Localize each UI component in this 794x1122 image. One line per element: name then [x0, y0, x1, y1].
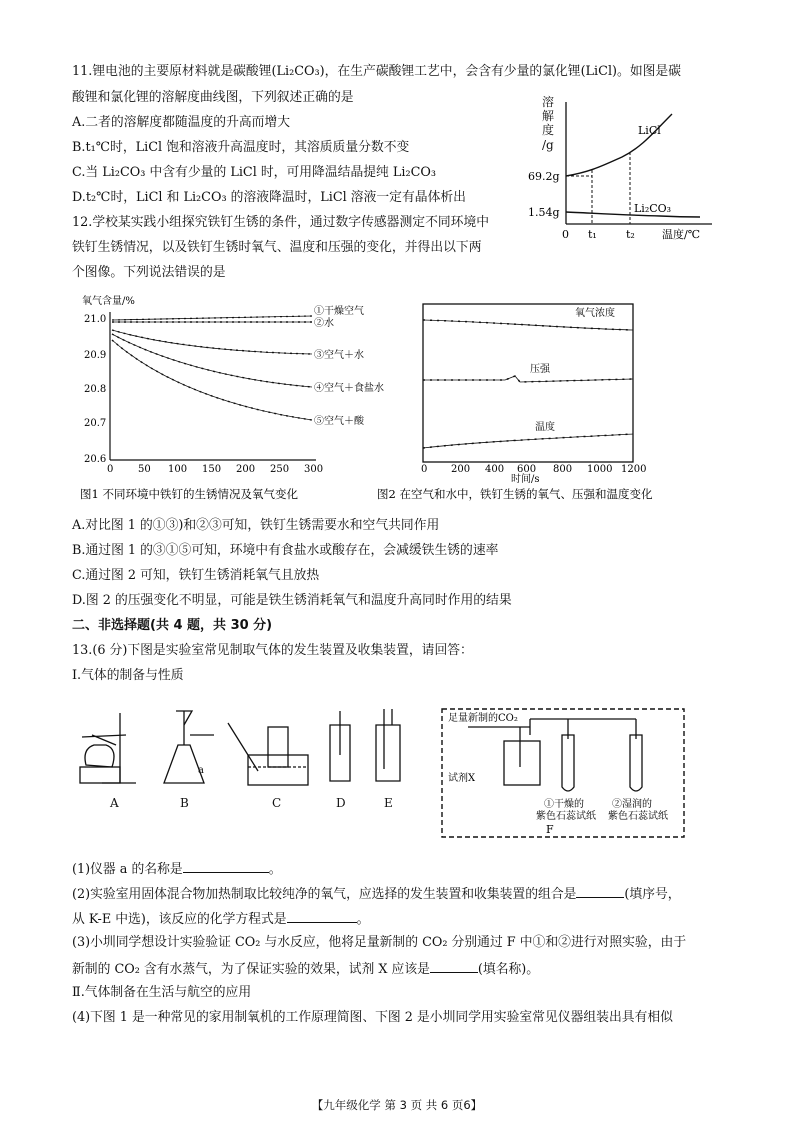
q2b-text: 从 K-E 中选)，该反应的化学方程式是 — [72, 912, 287, 927]
fig1-xtick: 50 — [138, 464, 151, 475]
figure1-oxygen-content — [80, 292, 390, 512]
graph-origin: 0 — [562, 228, 569, 241]
q13-question-2 — [72, 885, 681, 903]
q3-text: 新制的 CO₂ 含有水蒸气，为了保证实验的效果，试剂 X 应该是 — [72, 962, 430, 977]
fig2-xtick: 600 — [517, 464, 537, 475]
f-tube2-label: ②湿润的 — [612, 799, 652, 810]
fig1-ytick: 21.0 — [84, 314, 107, 325]
q12-option-a: A.对比图 1 的①③)和②③可知，铁钉生锈需要水和空气共同作用 — [72, 518, 440, 533]
q11-option-b: B.t₁℃时，LiCl 饱和溶液升高温度时，其溶质质量分数不变 — [72, 140, 410, 155]
fig2-xtick: 200 — [451, 464, 471, 475]
apparatus-label-b: B — [180, 796, 189, 810]
fig1-xtick: 300 — [304, 464, 324, 475]
fig1-ytick: 20.7 — [84, 418, 107, 429]
q12-option-c: C.通过图 2 可知，铁钉生锈消耗氧气且放热 — [72, 568, 320, 583]
q12-stem-line2: 铁钉生锈情况，以及铁钉生锈时氧气、温度和压强的变化，并得出以下两 — [72, 240, 482, 255]
fig1-xtick: 0 — [107, 464, 114, 475]
q11-option-a: A.二者的溶解度都随温度的升高而增大 — [72, 115, 291, 130]
licl-curve-label: LiCl — [638, 124, 661, 137]
fig1-ytick: 20.8 — [84, 384, 107, 395]
q1-text-end: 。 — [268, 862, 282, 877]
fig1-caption: 图1 不同环境中铁钉的生锈情况及氧气变化 — [80, 487, 298, 501]
fig2-xtick: 1000 — [587, 464, 613, 475]
q11-stem-line1: 11.锂电池的主要原材料就是碳酸锂(Li₂CO₃)，在生产碳酸锂工艺中，会含有少量的氯化锂(LiCl)。如图是碳 — [72, 64, 682, 79]
fig1-series-label: ③空气＋水 — [314, 350, 364, 361]
f-co2-label: 足量新制的CO₂ — [448, 713, 518, 724]
fig2-label-pressure: 压强 — [530, 364, 550, 375]
figure2-rust-sensors — [377, 300, 725, 512]
fig2-xtick: 0 — [421, 464, 428, 475]
fig2-xlabel: 时间/s — [511, 474, 540, 485]
q11-option-d: D.t₂℃时，LiCl 和 Li₂CO₃ 的溶液降温时，LiCl 溶液一定有晶体析出 — [72, 190, 466, 205]
q13-question-1 — [72, 860, 281, 878]
q1-answer-blank[interactable] — [183, 860, 269, 873]
section-heading: 二、非选择题(共 4 题，共 30 分) — [72, 618, 273, 633]
apparatus-label-d: D — [336, 796, 346, 810]
q13-question-2b — [72, 910, 369, 928]
apparatus-a-to-e — [72, 705, 417, 823]
fig2-caption: 图2 在空气和水中，铁钉生锈的氧气、压强和温度变化 — [377, 487, 653, 501]
fig2-label-oxygen: 氧气浓度 — [575, 308, 615, 319]
apparatus-label-c: C — [272, 796, 282, 810]
q11-stem-line2: 酸锂和氯化锂的溶解度曲线图，下列叙述正确的是 — [72, 90, 354, 105]
solubility-curve-figure — [530, 92, 720, 244]
apparatus-label-e: E — [384, 796, 393, 810]
q13-part2-heading: Ⅱ.气体制备在生活与航空的应用 — [72, 985, 252, 1000]
li2co3-curve-label: Li₂CO₃ — [634, 202, 672, 215]
page-footer: 【九年级化学 第 3 页 共 6 页6】 — [311, 1098, 483, 1112]
fig1-series-label: ⑤空气＋酸 — [314, 416, 364, 427]
q3-text-end: (填名称)。 — [477, 962, 540, 977]
f-tube2-label-2: 紫色石蕊试纸 — [608, 811, 668, 822]
graph-t1: t₁ — [588, 228, 597, 241]
q11-option-c: C.当 Li₂CO₃ 中含有少量的 LiCl 时，可用降温结晶提纯 Li₂CO₃ — [72, 165, 437, 180]
fig1-series-label: ①干燥空气 — [314, 306, 364, 317]
label-a: a — [198, 765, 204, 776]
fig1-xtick: 100 — [168, 464, 188, 475]
fig1-ytick: 20.6 — [84, 454, 107, 465]
f-tube1-label: ①干燥的 — [544, 799, 584, 810]
q12-stem-line3: 个图像。下列说法错误的是 — [72, 265, 226, 280]
q12-option-d: D.图 2 的压强变化不明显，可能是铁生锈消耗氧气和温度升高同时作用的结果 — [72, 593, 512, 608]
q2-text-end: (填序号， — [624, 887, 681, 902]
fig1-series-label: ②水 — [314, 318, 334, 329]
q1-text: (1)仪器 a 的名称是 — [72, 862, 183, 877]
graph-value-low: 1.54g — [528, 206, 560, 219]
fig1-xtick: 200 — [236, 464, 256, 475]
fig1-xtick: 250 — [270, 464, 290, 475]
q2b-text-end: 。 — [356, 912, 370, 927]
graph-ylabel-2: 解 — [542, 109, 555, 123]
fig2-xtick: 400 — [485, 464, 505, 475]
fig1-ylabel: 氧气含量/% — [82, 296, 135, 307]
q2b-answer-blank[interactable] — [287, 910, 357, 923]
fig2-label-temperature: 温度 — [535, 422, 555, 433]
f-label: F — [546, 823, 554, 836]
q12-option-b: B.通过图 1 的③①⑤可知，环境中有食盐水或酸存在，会减缓铁生锈的速率 — [72, 543, 499, 558]
graph-ylabel-4: /g — [542, 138, 554, 152]
graph-xlabel: 温度/℃ — [662, 228, 701, 241]
graph-ylabel-3: 度 — [542, 123, 555, 137]
q13-question-3: (3)小圳同学想设计实验验证 CO₂ 与水反应，他将足量新制的 CO₂ 分别通过 F 中①和②进行对照实验，由于 — [72, 935, 687, 950]
apparatus-f — [438, 705, 688, 843]
q2-text: (2)实验室用固体混合物加热制取比较纯净的氧气，应选择的发生装置和收集装置的组合是 — [72, 887, 577, 902]
fig1-ytick: 20.9 — [84, 350, 107, 361]
q3-answer-blank[interactable] — [430, 960, 478, 973]
q13-question-4: (4)下图 1 是一种常见的家用制氧机的工作原理简图、下图 2 是小圳同学用实验室常见仪器组装出具有相似 — [72, 1010, 673, 1025]
graph-t2: t₂ — [626, 228, 635, 241]
graph-value-high: 69.2g — [528, 170, 560, 183]
q13-stem: 13.(6 分)下图是实验室常见制取气体的发生装置及收集装置，请回答： — [72, 643, 473, 658]
fig2-xtick: 800 — [553, 464, 573, 475]
q12-stem-line1: 12.学校某实践小组探究铁钉生锈的条件，通过数字传感器测定不同环境中 — [72, 215, 490, 230]
q2-answer-blank[interactable] — [576, 885, 624, 898]
graph-ylabel-1: 溶 — [542, 95, 555, 109]
fig1-series-label: ④空气＋食盐水 — [314, 383, 384, 394]
apparatus-label-a: A — [110, 796, 119, 810]
fig1-xtick: 150 — [202, 464, 222, 475]
q13-question-3b — [72, 960, 539, 978]
f-tube1-label-2: 紫色石蕊试纸 — [536, 811, 596, 822]
fig2-xtick: 1200 — [621, 464, 647, 475]
f-reagent-label: 试剂X — [448, 773, 476, 784]
q13-part1-heading: Ⅰ.气体的制备与性质 — [72, 668, 184, 683]
